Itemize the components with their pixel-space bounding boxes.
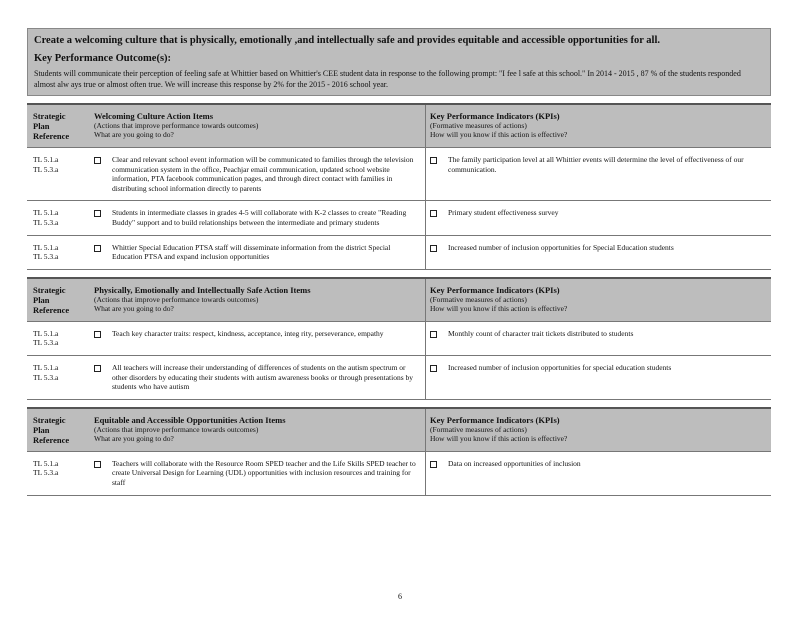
header-kpis-title: Key Performance Indicators (KPIs) <box>430 111 560 121</box>
header-reference-line: Strategic <box>33 414 66 425</box>
header-kpis-question: How will you know if this action is effective? <box>430 303 568 313</box>
kpi-text: Data on increased opportunities of inclusion <box>448 458 581 468</box>
header-actions-sub: (Actions that improve performance towards outcomes) <box>94 424 259 434</box>
header-actions <box>90 105 426 147</box>
kpi-cell <box>426 236 771 269</box>
header-kpis <box>426 105 771 147</box>
checkbox-bullet-icon <box>94 459 112 488</box>
checkbox-bullet-icon <box>430 243 448 256</box>
page-number: 6 <box>398 592 402 601</box>
header-reference <box>27 105 90 147</box>
action-text: Teach key character traits: respect, kindness, acceptance, integ rity, perseverance, empathy <box>112 328 384 338</box>
kpi-text: Increased number of inclusion opportunities for special education students <box>448 362 672 372</box>
reference-code: TL 5.1.a <box>33 458 59 468</box>
kpi-cell <box>426 148 771 200</box>
reference-code: TL 5.3.a <box>33 252 59 262</box>
header-actions-title: Equitable and Accessible Opportunities Action Items <box>94 414 286 425</box>
header-actions-title: Welcoming Culture Action Items <box>94 111 214 121</box>
reference-code: TL 5.3.a <box>33 338 59 348</box>
header-actions-sub: (Actions that improve performance towards outcomes) <box>94 121 259 130</box>
header-kpis <box>426 409 771 451</box>
table-row <box>27 148 771 201</box>
header-kpis-question: How will you know if this action is effective? <box>430 433 568 443</box>
header-kpis-title: Key Performance Indicators (KPIs) <box>430 414 560 425</box>
table-row <box>27 322 771 356</box>
kpo-label: Key Performance Outcome(s): <box>34 53 172 64</box>
reference-cell <box>27 201 90 234</box>
header-kpis-title: Key Performance Indicators (KPIs) <box>430 284 560 295</box>
header-actions-question: What are you going to do? <box>94 130 174 139</box>
reference-cell <box>27 236 90 269</box>
header-reference <box>27 409 90 451</box>
reference-code: TL 5.1.a <box>33 155 59 164</box>
header-reference-line: Reference <box>33 131 70 141</box>
reference-code: TL 5.1.a <box>33 242 59 252</box>
header-reference-line: Plan <box>33 294 50 305</box>
reference-code: TL 5.3.a <box>33 164 59 174</box>
kpi-cell <box>426 322 771 355</box>
header-kpis-sub: (Formative measures of actions) <box>430 121 527 130</box>
kpo-text: Students will communicate their perception of feeling safe at Whittier based on Whittier's CEE student data in response to the following prompt: "I fee l safe at this school." In 2014 - 2015 , 87 % of the students responded almost alw ays true or almost often true. We will increase this response by 2% for the 2015 - 2016 school year. <box>34 69 741 89</box>
header-reference <box>27 279 90 321</box>
checkbox-bullet-icon <box>430 208 448 221</box>
reference-cell <box>27 148 90 200</box>
goal-box <box>27 28 771 96</box>
header-actions-title: Physically, Emotionally and Intellectually Safe Action Items <box>94 284 311 295</box>
reference-cell <box>27 356 90 399</box>
header-kpis <box>426 279 771 321</box>
checkbox-bullet-icon <box>430 155 448 174</box>
kpi-cell <box>426 356 771 399</box>
header-reference-line: Plan <box>33 424 50 435</box>
checkbox-bullet-icon <box>430 329 448 342</box>
kpi-text: The family participation level at all Whittier events will determine the level of effectiveness of our communication. <box>448 155 744 174</box>
checkbox-bullet-icon <box>94 208 112 227</box>
header-reference-line: Reference <box>33 434 70 445</box>
reference-cell <box>27 452 90 495</box>
action-cell <box>90 452 426 495</box>
table-header-row <box>27 409 771 452</box>
checkbox-bullet-icon <box>430 363 448 376</box>
checkbox-bullet-icon <box>94 329 112 342</box>
header-kpis-sub: (Formative measures of actions) <box>430 294 527 304</box>
action-cell <box>90 148 426 200</box>
kpi-text: Increased number of inclusion opportunities for Special Education students <box>448 242 674 252</box>
kpi-cell <box>426 452 771 495</box>
action-text: Whittier Special Education PTSA staff will disseminate information from the district Special Education PTSA and expand inclusion opportunities <box>112 242 391 262</box>
header-reference-line: Reference <box>33 304 70 315</box>
header-actions <box>90 409 426 451</box>
document-page <box>27 28 771 496</box>
reference-code: TL 5.1.a <box>33 362 59 372</box>
header-reference-line: Plan <box>33 121 50 131</box>
reference-code: TL 5.1.a <box>33 208 59 218</box>
kpi-cell <box>426 201 771 234</box>
header-actions-question: What are you going to do? <box>94 433 174 443</box>
table-header-row <box>27 105 771 148</box>
action-cell <box>90 201 426 234</box>
table-header-row <box>27 279 771 322</box>
action-table <box>27 407 771 496</box>
action-text: Teachers will collaborate with the Resource Room SPED teacher and the Life Skills SPED teacher to create Universal Design for Learning (UDL) opportunities with inclusion resources and training for staff <box>112 458 416 487</box>
header-actions-question: What are you going to do? <box>94 303 174 313</box>
kpi-text: Monthly count of character trait tickets distributed to students <box>448 328 634 338</box>
goal-title: Create a welcoming culture that is physically, emotionally ,and intellectually safe and provides equitable and accessible opportunities for all. <box>34 35 661 46</box>
action-cell <box>90 356 426 399</box>
reference-code: TL 5.3.a <box>33 217 59 227</box>
table-row <box>27 236 771 270</box>
kpi-text: Primary student effectiveness survey <box>448 208 559 218</box>
checkbox-bullet-icon <box>94 363 112 392</box>
header-kpis-question: How will you know if this action is effective? <box>430 130 568 139</box>
action-text: Students in intermediate classes in grades 4-5 will collaborate with K-2 classes to create "Reading Buddy" support and to build relationships between the intermediate and primary students <box>112 208 407 227</box>
header-reference-line: Strategic <box>33 284 66 295</box>
action-cell <box>90 236 426 269</box>
checkbox-bullet-icon <box>94 155 112 193</box>
checkbox-bullet-icon <box>430 459 448 472</box>
reference-code: TL 5.1.a <box>33 328 59 338</box>
header-actions-sub: (Actions that improve performance towards outcomes) <box>94 294 259 304</box>
table-row <box>27 356 771 400</box>
header-actions <box>90 279 426 321</box>
action-table <box>27 103 771 270</box>
header-reference-line: Strategic <box>33 111 66 121</box>
table-row <box>27 201 771 235</box>
checkbox-bullet-icon <box>94 243 112 262</box>
action-cell <box>90 322 426 355</box>
reference-cell <box>27 322 90 355</box>
reference-code: TL 5.3.a <box>33 468 59 478</box>
action-table <box>27 277 771 400</box>
header-kpis-sub: (Formative measures of actions) <box>430 424 527 434</box>
reference-code: TL 5.3.a <box>33 372 59 382</box>
action-text: All teachers will increase their understanding of differences of students on the autism spectrum or other disorders by educating their students with autism awareness books or through presentations by students who have autism <box>112 362 413 392</box>
action-text: Clear and relevant school event information will be communicated to families through the television communication system in the office, Peachjar email communication, updated school website information, PTA facebook communication pages, and through direct contact with families in distributing school information directly to parents <box>112 155 414 193</box>
table-row <box>27 452 771 496</box>
action-tables <box>27 103 771 496</box>
